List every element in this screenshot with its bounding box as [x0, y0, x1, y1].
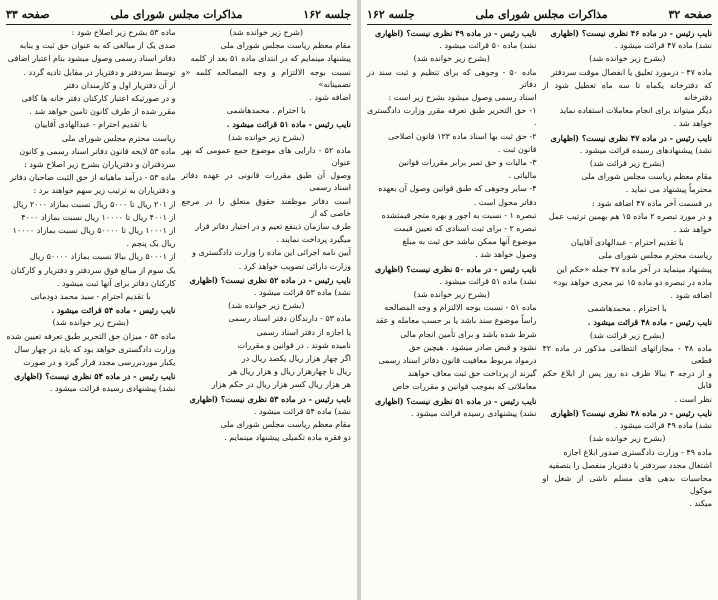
text-line: اضافه شود .	[309, 93, 351, 103]
header-rule	[367, 24, 712, 25]
text-line: دفاتر اسناد رسمی وصول میشود بنام اعتبار اضافی	[7, 54, 176, 64]
text-line: محاسبات بدهی های مسلم ناشی از شغل او موکول	[542, 473, 712, 496]
text-line: ۴- سایر وجوهی که طبق قوانین وصول آن بعهده	[378, 184, 537, 194]
text-line: با تقدیم احترام - عبدالهادی آقاییان	[34, 120, 148, 130]
text-line: تبصره ۲ - برای ثبت اسنادی که تعیین قیمت	[393, 224, 537, 234]
text-line: و از درجه ۳ ببالا ظرف ده روز پس از ابلاغ حکم قابل	[542, 369, 712, 391]
text-line: نشد) ماده ۵۰ قرائت میشود .	[439, 41, 537, 51]
text-line: خواهد شد .	[673, 225, 712, 235]
text-line: (بشرح زیر خوانده شد)	[589, 434, 666, 444]
text-line: آیین نامه اجرائی این ماده را وزارت دادگستری و	[192, 248, 351, 258]
text-line: ماده ۵۳ - دارندگان دفتر اسناد رسمی	[228, 314, 351, 324]
text-line: ریال تا چهارهزار ریال و هزار ریال هر	[228, 367, 351, 377]
right-page-left-column	[367, 27, 537, 594]
text-line: ماده ۵۳ بشرح زیر اصلاح شود :	[71, 28, 176, 37]
right-page	[361, 0, 718, 600]
text-line: و در صورتیکه اعتبار کارکنان دفتر خانه ها کافی	[21, 94, 176, 104]
text-line: نشد) ماده ۵۴ قرائت میشود .	[253, 406, 351, 416]
text-line: نامیده شوند . در قوانین و مقررات	[237, 340, 351, 350]
text-line: نایب رئیس - در ماده ۵۳ نظری نیست؟ (اظهاری	[189, 393, 351, 404]
text-line: نشد) پیشنهادی رسیده قرائت میشود .	[49, 384, 176, 394]
text-line: (بشرح زیر خوانده شد)	[413, 290, 490, 300]
text-line: اضافه شود .	[670, 291, 712, 301]
text-line: مقام معظم ریاست مجلس شورای ملی	[581, 172, 712, 182]
text-line: معاملاتی که بموجب قوانین و مقررات خاص	[392, 382, 537, 392]
text-line: ریال یک پنجم .	[126, 239, 176, 249]
text-line: در قسمت آخر ماده ۴۷ اضافه شود :	[592, 198, 712, 208]
text-line: با تقدیم احترام - عبدالهادی آقاییان	[570, 238, 684, 248]
text-line: ۲- حق ثبت بها اسناد ماده ۱۲۳ قانون اصلاحی	[388, 131, 537, 141]
left-page-header	[6, 6, 351, 22]
text-line: نایب رئیس - در ماده ۴۸ نظری نیست؟ (اظهاری	[550, 407, 712, 418]
text-line: اگر چهار هزار ریال یکصد ریال در	[241, 354, 351, 364]
header-rule	[6, 24, 351, 25]
text-line: پیشنهاد مینمایم که در ابتدای ماده ۵۱ بعد از کلمه	[190, 54, 351, 64]
text-line: (بشرح زیر خوانده شد)	[52, 318, 129, 328]
text-line: اشتغال مجدد سردفتر یا دفتریار منفصل را بتصفیه	[548, 460, 712, 470]
text-line: با تقدیم احترام - سید محمد دودمانی	[30, 292, 151, 302]
text-line: نایب رئیس - ماده ۴۸ قرائت میشود .	[587, 317, 712, 328]
text-line: پیشنهاد مینماید در آخر ماده ۴۷ جمله «حکم این	[556, 264, 712, 274]
text-line: ۱- حق التحریر طبق تعرفه مقرر وزارت دادگستری .	[367, 106, 537, 128]
text-line: ریاست محترم مجلس شورای ملی	[598, 251, 712, 261]
text-line: نظر است .	[674, 394, 712, 404]
text-line: نایب رئیس - در ماده ۵۱ نظری نیست؟ (اظهاری	[374, 395, 537, 406]
text-line: نایب رئیس - در ماده ۴۷ نظری نیست؟ (اظهاری	[550, 132, 712, 143]
text-line: (بشرح زیر خوانده شد)	[413, 54, 490, 64]
text-line: ماده ۵۲ - دارایی های موضوع جمع عمومی که بهر عنوان	[181, 145, 351, 168]
text-line: ماده ۵۰ - وجوهی که برای تنظیم و ثبت سند در دفاتر	[367, 67, 537, 89]
text-line: (بشرح زیر قرائت شد)	[589, 159, 665, 169]
text-line: با احترام . محمدهاشمی	[587, 304, 667, 314]
text-line: راساً موضوع سند باشد یا بر حسب معامله و عقد	[375, 316, 537, 326]
text-line: نشد) ماده ۴۹ قرائت میشود .	[614, 421, 712, 431]
right-page-right-column	[543, 27, 713, 594]
text-line: یکبار موردبررسی مجدد قرار گیرد و در صورت	[23, 358, 176, 368]
text-line: توسط سردفتر و دفتریار در مقابل تادیه گردد .	[23, 67, 176, 77]
text-line: میکند .	[689, 499, 712, 509]
text-line: وصول خواهد شد .	[475, 250, 537, 260]
text-line: گیرند از پرداخت حق ثبت معاف خواهند	[407, 369, 537, 379]
text-line: از ۴۰۰۱ ریال تا ۱۰۰۰۰ ریال نسبت بمازاد ۴۰۰۰	[21, 212, 176, 222]
text-line: نشود و قبض صادر میشود . هیچین حق	[409, 342, 537, 352]
text-line: یا اجازه از دفتر اسناد رسمی	[256, 327, 351, 337]
text-line: نایب رئیس - در ماده ۵۲ نظری نیست؟ (اظهاری	[189, 274, 351, 285]
text-line: وزارت دادگستری خواهد بود که باید در چهار سال	[14, 344, 176, 354]
text-line: دو فقره ماده تکمیلی پیشنهاد مینمایم .	[224, 433, 351, 443]
text-line: (شرح زیر خوانده شد)	[229, 28, 303, 37]
text-line: مالیاتی .	[508, 171, 537, 181]
text-line: میگیرد پرداخت نمایند .	[275, 235, 351, 245]
text-line: ماده ۵۴ - میزان حق التحریر طبق تعرفه تعیین شده	[6, 331, 176, 341]
text-line: نشد) پیشنهادهای رسیده قرائت میشود .	[579, 145, 712, 155]
text-line: نایب رئیس - در ماده ۵۴ نظری نیست؟ (اظهاری	[13, 371, 176, 382]
text-line: مقرر شده از طرف کانون تامین خواهد شد .	[29, 107, 176, 117]
text-line: محترماً پیشنهاد می نماید .	[625, 185, 712, 195]
text-line: دفاتر محول است .	[473, 197, 537, 207]
text-line: اسناد رسمی وصول میشود بشرح زیر است :	[388, 93, 537, 103]
text-line: نایب رئیس - در ماده ۵۰ نظری نیست؟ (اظهاری	[374, 263, 537, 274]
left-page-left-column	[6, 27, 176, 594]
text-line: از ۱۰۰۰۱ ریال تا ۵۰۰۰۰ ریال نسبت بمازاد ۱۰۰۰۰	[12, 226, 176, 236]
left-page-right-column	[182, 27, 352, 594]
text-line: نایب رئیس - در ماده ۴۹ نظری نیست؟ (اظهاری	[374, 28, 537, 38]
text-line: ماده ۵۳ لایحه قانون دفاتر اسناد رسمی و کانون	[19, 146, 176, 156]
text-line: نایب رئیس - ماده ۵۱ قرائت میشود .	[226, 119, 351, 130]
text-line: از آن دفتریار اول و کارمندان دفتر	[64, 80, 176, 90]
text-line: از ۲۰۱ ریال تا ۵۰۰۰ ریال نسبت بمازاد ۲۰۰۰ ریال	[12, 199, 176, 209]
text-line: هر هزار ریال کسر هزار ریال در حکم هزار	[211, 380, 351, 390]
text-line: وصول آن طبق مقررات قانونی در عهده دفاتر اسناد رسمی	[181, 171, 351, 193]
text-line: با احترام . محمدهاشمی	[226, 106, 306, 116]
text-line: سردفتران و دفتریاران بشرح زیر اصلاح شود :	[24, 160, 176, 170]
text-line: است دفاتر موظفند حقوق متعلق را در مرجع خاصی که از	[181, 196, 351, 218]
session-number: جلسه ۱۶۲	[303, 7, 351, 21]
text-line: (بشرح زیر خوانده شد)	[228, 301, 305, 311]
left-page	[0, 0, 357, 600]
text-line: و در مورد تبصره ۲ ماده ۱۵ هم بهمین ترتیب عمل	[548, 211, 712, 221]
header-title: مذاکرات مجلس شورای ملی	[110, 7, 243, 21]
text-line: مقام معظم ریاست مجلس شورای ملی	[220, 41, 351, 51]
session-number: جلسه ۱۶۲	[367, 7, 415, 21]
text-line: ۳- مالیات و حق تمبر برابر مقررات قوانین	[398, 158, 537, 168]
text-line: (بشرح زیر خوانده شد)	[228, 132, 305, 142]
text-line: ماده ۴۸ - مجازاتهای انتظامی مذکور در ماده ۴۲ قطعی	[542, 343, 712, 366]
text-line: نشد) ماده ۵۳ قرائت میشود .	[253, 288, 351, 298]
text-line: نایب رئیس - ماده ۵۴ قرائت میشود .	[51, 305, 176, 316]
text-line: مقام معظم ریاست مجلس شورای ملی	[220, 420, 351, 430]
text-line: وزارت دارائی تصویب خواهد کرد .	[238, 261, 351, 271]
text-line: کارکنان دفاتر برای آنها ثبت میشود .	[56, 278, 176, 288]
text-line: ماده ۵۳ - درآمد ماهیانه از حق الثبت صاحبان دفاتر	[9, 173, 176, 183]
text-line: و دفتریاران به ترتیب زیر سهم خواهند برد :	[33, 186, 176, 196]
text-line: ماده ۵۱ - نسبت بوجه الالتزام و وجه المصالحه	[384, 303, 537, 313]
header-title: مذاکرات مجلس شورای ملی	[475, 7, 608, 21]
text-line: (بشرح زیر قرائت شد)	[589, 330, 665, 340]
text-line: ماده در تبصره دو ماده ۱۵ نیز مجری خواهد بود»	[552, 277, 712, 287]
text-line: ماده ۴۹ - وزارت دادگستری صدور ابلاغ اجازه	[563, 447, 712, 457]
text-line: نایب رئیس - در ماده ۴۶ نظری نیست؟ (اظهاری	[550, 28, 712, 38]
text-line: یک سوم از مبالغ فوق سردفتر و دفتریار و کارکنان	[10, 265, 176, 275]
text-line: که دفترخانه یکماه تا سه ماه تعطیل شود از دفترخانه	[542, 80, 712, 103]
page-number: صفحه ۳۲	[668, 7, 712, 21]
text-line: قانون ثبت .	[497, 144, 537, 154]
text-line: شرط شده باشد و برای تأمین انجام مالی	[400, 329, 537, 339]
text-line: تبصره ۱ - نسبت به اجور و بهره متجر قیمتشده	[381, 210, 537, 220]
text-line: خواهد شد .	[673, 119, 712, 129]
text-line: نشد) ماده ۵۱ قرائت میشود .	[439, 276, 537, 286]
text-line: (بشرح زیر خوانده شد)	[589, 54, 666, 64]
text-line: از ۵۰۰۰۱ ریال ببالا نسبت بمازاد ۵۰۰۰۰ ریال	[29, 252, 176, 262]
text-line: ماده ۴۷ - درمورد تعلیق یا انفصال موقت سردفتر	[551, 67, 712, 77]
text-line: ریاست محترم مجلس شورای ملی	[61, 133, 176, 143]
text-line: نشد) ماده ۴۷ قرائت میشود .	[614, 41, 712, 51]
page-number: صفحه ۳۳	[6, 7, 50, 21]
text-line: طرف سازمان ذینفع تعیم و در اختیار دفاتر قرار	[195, 222, 351, 232]
text-line: نسبت بوجه الالتزام و وجه المصالحه کلمه «و تضمینانه»	[181, 67, 351, 89]
text-line: موضوع آنها ممکن نباشد حق ثبت به مبلغ	[402, 237, 537, 247]
right-page-header	[367, 6, 712, 22]
text-line: صدی یک از مبالغی که به عنوان حق ثبت و بنابه	[19, 41, 176, 51]
text-line: درمواد مربوط معافیت قانون دفاتر اسناد رسمی	[378, 356, 537, 366]
text-line: نشد) پیشنهادی رسیده قرائت میشود .	[410, 408, 537, 418]
text-line: دیگر میتواند برای انجام معاملات استفاده نماید	[559, 106, 712, 116]
